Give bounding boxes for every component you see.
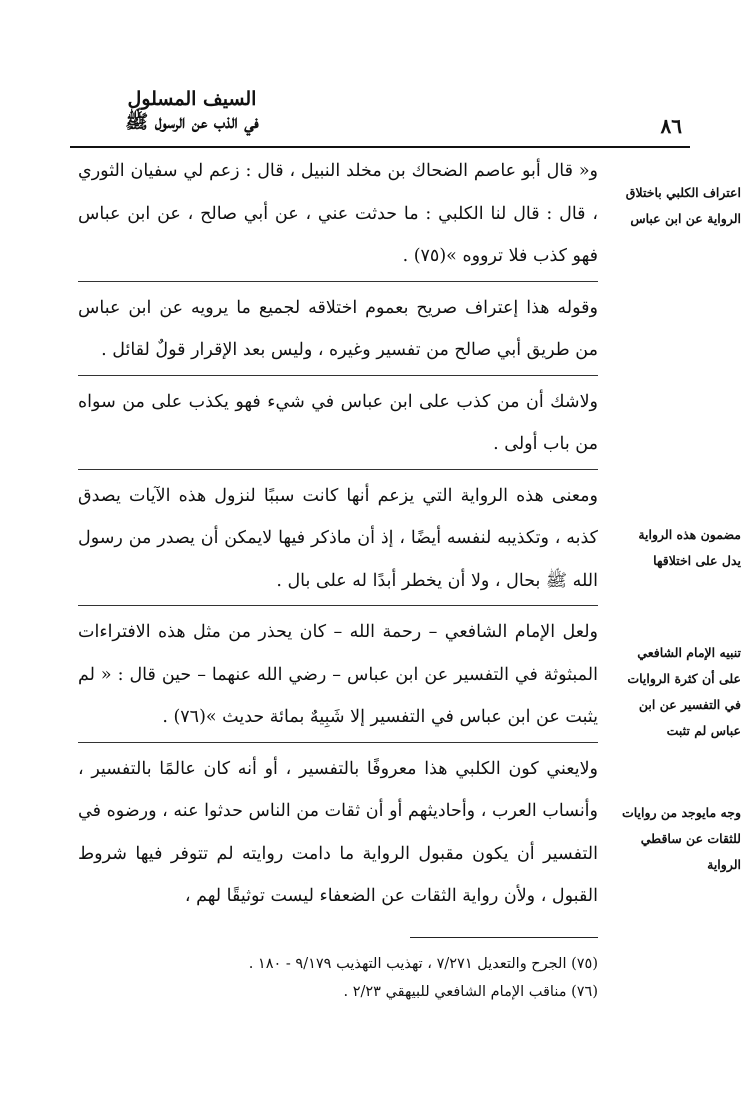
margin-note: مضمون هذه الرواية يدل على اختلاقها bbox=[638, 527, 741, 568]
footnote: (٧٦) مناقب الإمام الشافعي للبيهقي ٢/٢٣ . bbox=[343, 984, 598, 1000]
paragraph: ومعنى هذه الرواية التي يزعم أنها كانت سببًا لنزول هذه الآيات يصدق كذبه ، وتكذيبه لنفسه أيضًا ، إذ أن ماذكر فيها لايمكن أن يصدر من رسول الله ﷺ بحال ، ولا أن يخطر أبدًا له على بال . bbox=[78, 485, 598, 591]
paragraph-divider bbox=[78, 469, 598, 470]
paragraph: و« قال أبو عاصم الضحاك بن مخلد النبيل ، قال : زعم لي سفيان الثوري ، قال : قال لنا الكلبي : ما حدثت عني ، عن أبي صالح ، عن ابن عباس فهو كذب فلا ترووه »(٧٥) . bbox=[78, 161, 598, 266]
page-number: ٨٦ bbox=[660, 114, 682, 138]
paragraph: وقوله هذا إعتراف صريح بعموم اختلاقه لجميع ما يرويه عن ابن عباس من طريق أبي صالح من تفسير وغيره ، وليس بعد الإقرار قولٌ لقائل . bbox=[78, 297, 598, 360]
footnote: (٧٥) الجرح والتعديل ٧/٢٧١ ، تهذيب التهذيب ٩/١٧٩ - ١٨٠ . bbox=[248, 956, 598, 972]
paragraph-divider bbox=[78, 375, 598, 376]
margin-note: تنبيه الإمام الشافعي على أن كثرة الروايات في التفسير عن ابن عباس لم تثبت bbox=[627, 645, 741, 738]
book-title bbox=[72, 88, 312, 134]
paragraph-divider bbox=[78, 742, 598, 743]
book-title-line2: في الذب عن الرسول ﷺ bbox=[125, 111, 259, 133]
paragraph-divider bbox=[78, 281, 598, 282]
running-header bbox=[70, 88, 690, 148]
paragraph: ولعل الإمام الشافعي – رحمة الله – كان يحذر من مثل هذه الافتراءات المبثوثة في التفسير عن ابن عباس – رضي الله عنهما – حين قال : « لم يثبت عن ابن عباس في التفسير إلا شَبِيهٌ بمائة حديث »(٧٦) . bbox=[78, 622, 598, 727]
header-rule bbox=[70, 146, 690, 148]
book-title-line1: السيف المسلول bbox=[127, 88, 257, 110]
footnotes bbox=[78, 950, 598, 1006]
paragraph: ولاشك أن من كذب على ابن عباس في شيء فهو يكذب على من سواه من باب أولى . bbox=[78, 391, 598, 454]
margin-note: اعتراف الكلبي باختلاق الرواية عن ابن عباس bbox=[625, 185, 741, 226]
main-text bbox=[78, 150, 598, 918]
paragraph-divider bbox=[78, 605, 598, 606]
paragraph: ولايعني كون الكلبي هذا معروفًا بالتفسير ، أو أنه كان عالمًا بالتفسير ، وأنساب العرب ، وأحاديثهم أو أن ثقات من الناس حدثوا عنه ، ورضوه في التفسير أن يكون مقبول الرواية ما دامت روايته لم تتوفر فيها شروط القبول ، ولأن رواية الثقات عن الضعفاء ليست توثيقًا لهم ، bbox=[78, 758, 598, 906]
footnote-rule bbox=[410, 937, 598, 938]
margin-note: وجه مايوجد من روايات للثقات عن ساقطي الرواية bbox=[621, 805, 741, 872]
